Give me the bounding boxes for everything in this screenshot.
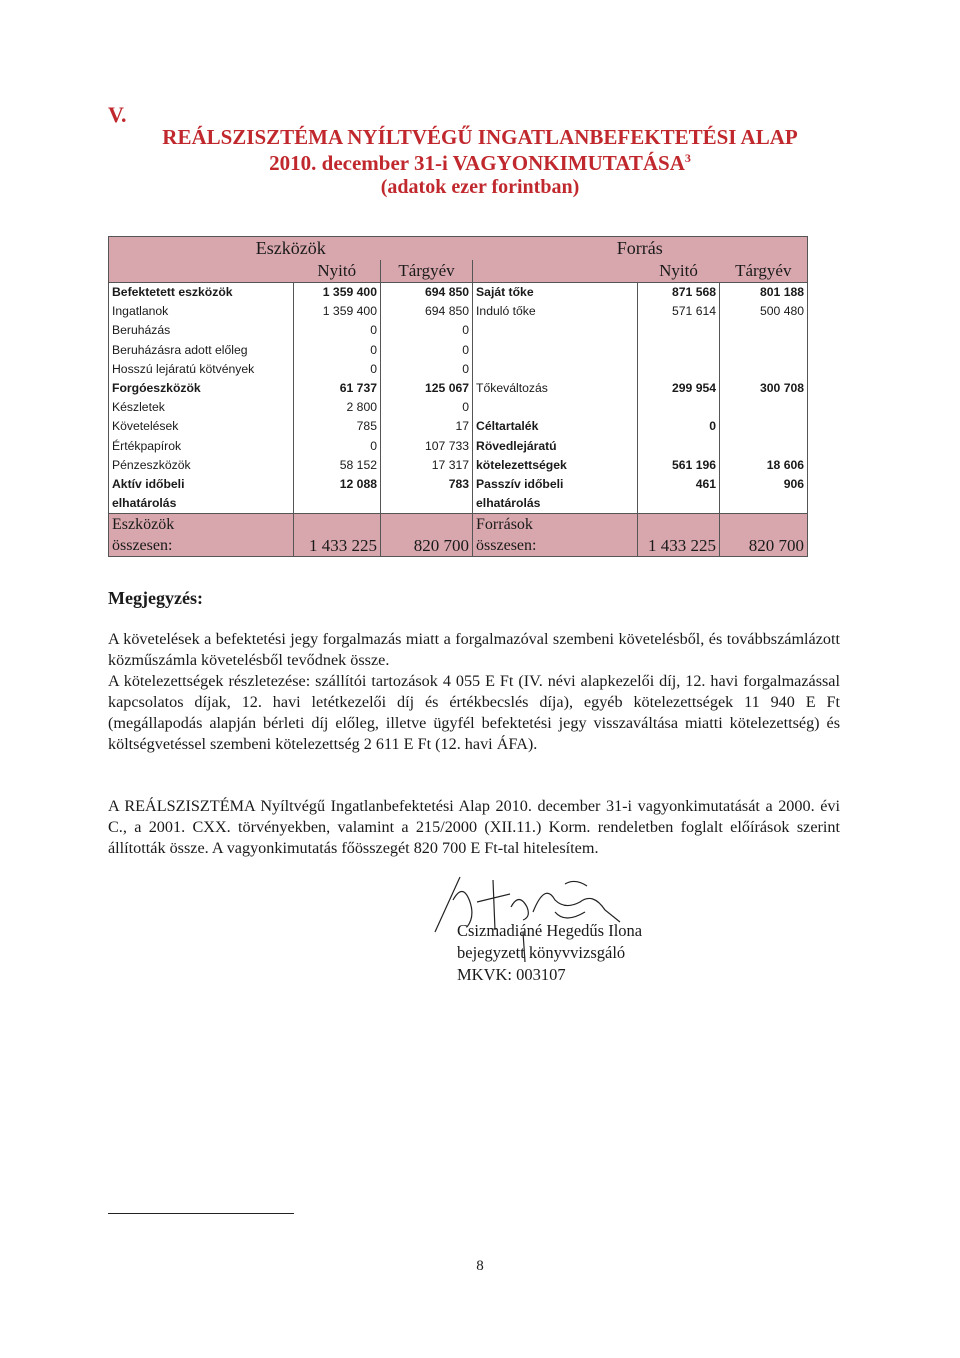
row-liability-label: Passzív időbeli [473,475,638,494]
table-row [109,417,808,436]
row-liability-year [720,321,808,340]
row-liability-open [638,398,720,417]
table-row [109,379,808,398]
row-asset-year: 783 [381,475,473,494]
table-row [109,302,808,321]
row-liability-year: 906 [720,475,808,494]
table-body [109,283,808,514]
row-asset-open: 1 359 400 [294,283,381,303]
table-header-groups [109,237,808,261]
row-asset-open: 1 359 400 [294,302,381,321]
table-row [109,321,808,340]
row-liability-label: Céltartalék [473,417,638,436]
row-asset-open: 0 [294,437,381,456]
total-assets-label2: összesen: [109,535,294,557]
header-year-assets: Tárgyév [381,260,473,283]
row-asset-open: 58 152 [294,456,381,475]
row-asset-open: 785 [294,417,381,436]
row-liability-year: 18 606 [720,456,808,475]
row-asset-label: Készletek [109,398,294,417]
row-liability-year [720,398,808,417]
table-row [109,437,808,456]
header-liabilities: Forrás [473,237,808,261]
row-asset-label: Követelések [109,417,294,436]
row-asset-label: Pénzeszközök [109,456,294,475]
row-liability-label: Induló tőke [473,302,638,321]
table-row [109,398,808,417]
row-asset-label: Ingatlanok [109,302,294,321]
table-row [109,494,808,514]
row-liability-year [720,437,808,456]
row-liability-year [720,417,808,436]
signer-registration: MKVK: 003107 [457,965,566,984]
total-liabilities-label: Források [473,514,638,536]
table-row [109,456,808,475]
row-asset-label: Beruházásra adott előleg [109,341,294,360]
row-asset-open: 61 737 [294,379,381,398]
row-asset-year: 694 850 [381,283,473,303]
row-liability-open [638,494,720,514]
row-asset-year: 17 [381,417,473,436]
row-liability-open [638,341,720,360]
note-receivables: A követelések a befektetési jegy forgalmazás miatt a forgalmazóval szembeni követelésből, és továbbszámlázott közműszámla követelésből tevődnek össze. [108,630,840,669]
row-liability-label [473,341,638,360]
table-row [109,475,808,494]
row-liability-open: 871 568 [638,283,720,303]
table-row [109,283,808,303]
row-liability-open: 299 954 [638,379,720,398]
signer-name: Csizmadiáné Hegedűs Ilona [457,921,643,940]
row-asset-year: 107 733 [381,437,473,456]
row-asset-year [381,494,473,514]
row-liability-year [720,494,808,514]
row-asset-open: 2 800 [294,398,381,417]
header-open-liabilities: Nyitó [638,260,720,283]
signer-title: bejegyzett könyvvizsgáló [457,943,626,962]
total-assets-year: 820 700 [381,535,473,557]
row-liability-open [638,360,720,379]
row-asset-open: 0 [294,360,381,379]
row-liability-label [473,321,638,340]
row-liability-year: 500 480 [720,302,808,321]
total-assets-label: Eszközök [109,514,294,536]
row-asset-label: Hosszú lejáratú kötvények [109,360,294,379]
row-liability-open: 571 614 [638,302,720,321]
row-asset-open: 0 [294,321,381,340]
units-note: (adatok ezer forintban) [380,176,580,198]
table-header-columns [109,260,808,283]
header-year-liabilities: Tárgyév [720,260,808,283]
table-row [109,360,808,379]
row-asset-open [294,494,381,514]
notes-heading: Megjegyzés: [108,588,203,608]
document-title: REÁLSZISZTÉMA NYÍLTVÉGŰ INGATLANBEFEKTETÉSI ALAP [162,125,798,149]
row-liability-year [720,341,808,360]
row-asset-year: 17 317 [381,456,473,475]
footnote-marker: 3 [684,151,691,165]
row-liability-year [720,360,808,379]
table-row [109,341,808,360]
row-liability-label [473,360,638,379]
page-number: 8 [476,1258,484,1274]
total-assets-open: 1 433 225 [294,535,381,557]
row-asset-year: 0 [381,321,473,340]
header-assets: Eszközök [109,237,473,261]
row-liability-label: kötelezettségek [473,456,638,475]
subtitle-text: 2010. december 31-i VAGYONKIMUTATÁSA [269,151,685,175]
row-liability-label [473,398,638,417]
row-liability-open: 461 [638,475,720,494]
footnote-divider [108,1213,294,1214]
auditor-statement: A REÁLSZISZTÉMA Nyíltvégű Ingatlanbefektetési Alap 2010. december 31-i vagyonkimutatását a 2000. évi C., a 2001. CXX. törvényekben, valamint a 215/2000 (XII.11.) Korm. rendeletben foglalt előírások szerint állították össze. A vagyonkimutatás főösszegét 820 700 E Ft-tal hitelesítem. [108,797,840,857]
row-liability-label: Rövedlejáratú [473,437,638,456]
row-asset-year: 0 [381,341,473,360]
row-asset-year: 0 [381,360,473,379]
row-liability-open: 0 [638,417,720,436]
note-liabilities: A kötelezettségek részletezése: szállítói tartozások 4 055 E Ft (IV. névi alapkezelői díj, 12. havi forgalmazással kapcsolatos díjak, 12. havi letétkezelői díj és értékbecslés díja), egyéb kötelezettségek 11 940 E Ft (megállapodás alapján bérleti díj előleg, illetve ügyfél befektetési jegy visszaváltása miatti kötelezettség) és költségvetéssel szembeni kötelezettség 2 611 E Ft (12. havi ÁFA). [108,672,840,753]
row-liability-open [638,321,720,340]
row-liability-year: 300 708 [720,379,808,398]
row-liability-open: 561 196 [638,456,720,475]
row-asset-year: 125 067 [381,379,473,398]
row-asset-year: 694 850 [381,302,473,321]
total-row-1 [109,514,808,536]
total-row-2 [109,535,808,557]
row-asset-label: Forgóeszközök [109,379,294,398]
row-liability-label: Tőkeváltozás [473,379,638,398]
row-asset-label: Aktív időbeli [109,475,294,494]
row-liability-label: elhatárolás [473,494,638,514]
total-liabilities-open: 1 433 225 [638,535,720,557]
row-asset-label: elhatárolás [109,494,294,514]
balance-sheet-table [108,236,808,557]
total-liabilities-label2: összesen: [473,535,638,557]
row-asset-open: 12 088 [294,475,381,494]
row-liability-label: Saját tőke [473,283,638,303]
row-liability-year: 801 188 [720,283,808,303]
document-subtitle [0,151,960,176]
section-number: V. [108,102,127,127]
header-open-assets: Nyitó [294,260,381,283]
row-asset-open: 0 [294,341,381,360]
total-liabilities-year: 820 700 [720,535,808,557]
row-asset-label: Befektetett eszközök [109,283,294,303]
row-asset-label: Beruházás [109,321,294,340]
row-asset-year: 0 [381,398,473,417]
row-liability-open [638,437,720,456]
row-asset-label: Értékpapírok [109,437,294,456]
